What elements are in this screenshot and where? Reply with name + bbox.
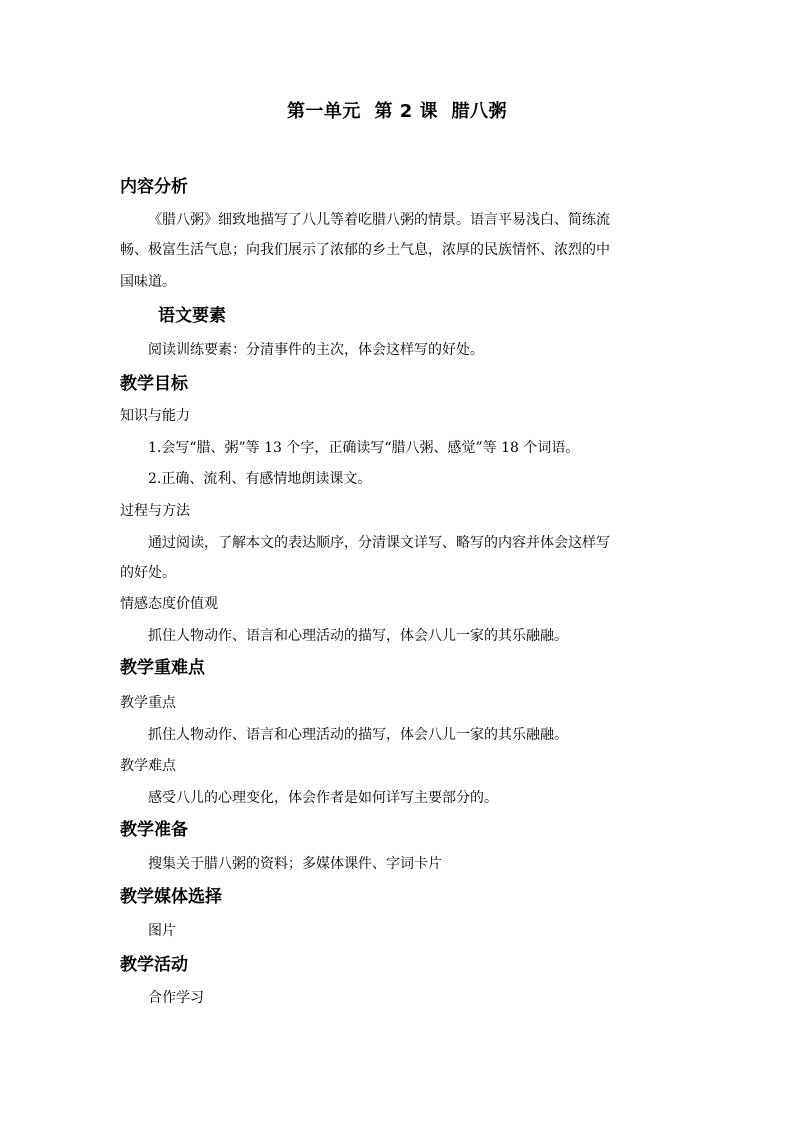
content-analysis-line-3: 国味道。: [120, 274, 176, 290]
knowledge-item-1: 1.会写“腊、粥”等 13 个字，正确读写“腊八粥、感觉”等 18 个词语。: [148, 440, 580, 456]
subheading-process-method: 过程与方法: [120, 503, 190, 519]
subheading-emotion-values: 情感态度价值观: [120, 596, 218, 612]
preparation-text: 搜集关于腊八粥的资料；多媒体课件、字词卡片: [148, 856, 442, 872]
subheading-teaching-difficult: 教学难点: [120, 758, 176, 774]
subheading-teaching-key: 教学重点: [120, 695, 176, 711]
activity-text: 合作学习: [148, 990, 204, 1006]
heading-content-analysis: 内容分析: [120, 177, 188, 197]
subheading-knowledge-ability: 知识与能力: [120, 408, 190, 424]
teaching-difficult-text: 感受八儿的心理变化，体会作者是如何详写主要部分的。: [148, 790, 498, 806]
content-analysis-line-2: 畅、极富生活气息；向我们展示了浓郁的乡土气息，浓厚的民族情怀、浓烈的中: [120, 242, 610, 258]
content-analysis-line-1: 《腊八粥》细致地描写了八儿等着吃腊八粥的情景。语言平易浅白、简练流: [148, 212, 610, 228]
teaching-key-text: 抓住人物动作、语言和心理活动的描写，体会八儿一家的其乐融融。: [148, 727, 568, 743]
knowledge-item-2: 2.正确、流利、有感情地朗读课文。: [148, 471, 372, 487]
page-title: 第一单元 第 2 课 腊八粥: [286, 101, 508, 122]
heading-key-difficult: 教学重难点: [120, 658, 205, 678]
emotion-text: 抓住人物动作、语言和心理活动的描写，体会八儿一家的其乐融融。: [148, 628, 568, 644]
heading-media: 教学媒体选择: [120, 887, 222, 907]
process-line-2: 的好处。: [120, 565, 176, 581]
heading-activity: 教学活动: [120, 955, 188, 975]
heading-preparation: 教学准备: [120, 820, 188, 840]
media-text: 图片: [148, 923, 176, 939]
heading-language-elements: 语文要素: [158, 306, 226, 326]
process-line-1: 通过阅读，了解本文的表达顺序，分清课文详写、略写的内容并体会这样写: [148, 535, 610, 551]
heading-teaching-goals: 教学目标: [120, 374, 188, 394]
language-elements-text: 阅读训练要素：分清事件的主次，体会这样写的好处。: [148, 342, 484, 358]
